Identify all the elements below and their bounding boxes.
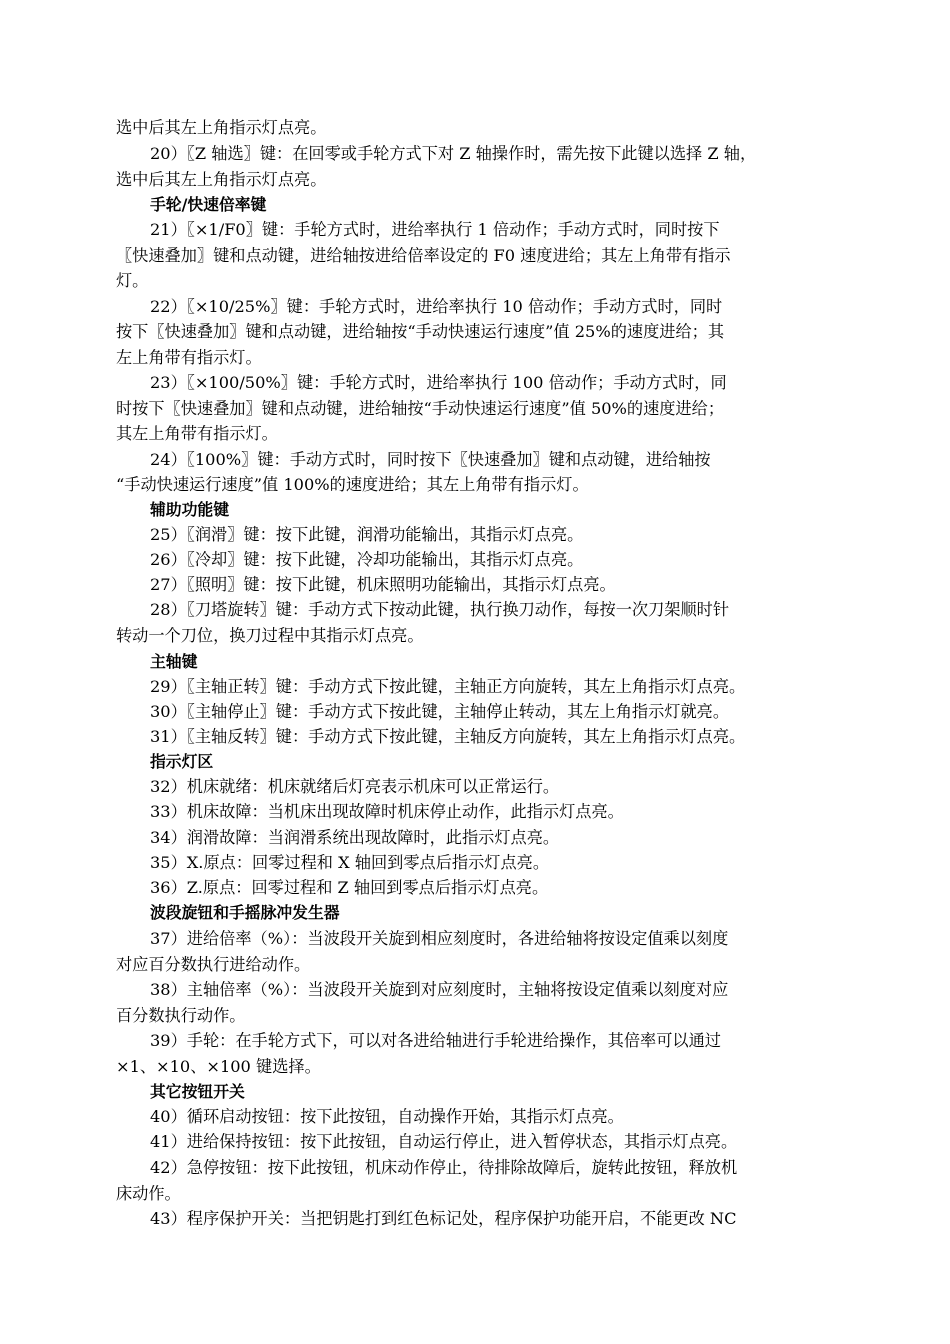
text-line: 36）Z.原点：回零过程和 Z 轴回到零点后指示灯点亮。 [150,878,549,897]
text-line: 其左上角带有指示灯。 [116,424,278,443]
text-line: 20）〖Z 轴选〗键：在回零或手轮方式下对 Z 轴操作时，需先按下此键以选择 Z 轴， [150,144,757,163]
text-line: 选中后其左上角指示灯点亮。 [116,118,327,137]
section-heading: 波段旋钮和手摇脉冲发生器 [150,903,340,922]
section-heading: 主轴键 [150,652,198,671]
text-line: 41）进给保持按钮：按下此按钮，自动运行停止，进入暂停状态，其指示灯点亮。 [150,1132,738,1151]
text-line: 25）〖润滑〗键：按下此键，润滑功能输出，其指示灯点亮。 [150,525,584,544]
text-line: 37）进给倍率（%）：当波段开关旋到相应刻度时，各进给轴将按设定值乘以刻度 [150,929,729,948]
text-line: 时按下〖快速叠加〗键和点动键，进给轴按“手动快速运行速度”值 50%的速度进给； [116,399,725,418]
section-heading: 手轮/快速倍率键 [150,195,267,214]
text-line: 床动作。 [116,1184,181,1203]
text-line: 30）〖主轴停止〗键：手动方式下按此键，主轴停止转动，其左上角指示灯就亮。 [150,702,730,721]
text-line: 40）循环启动按钮：按下此按钮，自动操作开始，其指示灯点亮。 [150,1107,624,1126]
text-line: 43）程序保护开关：当把钥匙打到红色标记处，程序保护功能开启，不能更改 NC [150,1209,737,1228]
text-line: 选中后其左上角指示灯点亮。 [116,170,327,189]
text-line: 21）〖×1/F0〗键：手轮方式时，进给率执行 1 倍动作；手动方式时，同时按下 [150,220,720,239]
text-line: 31）〖主轴反转〗键：手动方式下按此键，主轴反方向旋转，其左上角指示灯点亮。 [150,727,746,746]
section-heading: 辅助功能键 [150,500,229,519]
text-line: 转动一个刀位，换刀过程中其指示灯点亮。 [116,626,424,645]
section-heading: 指示灯区 [150,752,214,771]
text-line: 百分数执行动作。 [116,1006,246,1025]
text-line: 39）手轮：在手轮方式下，可以对各进给轴进行手轮进给操作，其倍率可以通过 [150,1031,721,1050]
text-line: 38）主轴倍率（%）：当波段开关旋到对应刻度时，主轴将按设定值乘以刻度对应 [150,980,729,999]
text-line: 42）急停按钮：按下此按钮，机床动作停止，待排除故障后，旋转此按钮，释放机 [150,1158,738,1177]
text-line: 29）〖主轴正转〗键：手动方式下按此键，主轴正方向旋转，其左上角指示灯点亮。 [150,677,746,696]
section-heading: 其它按钮开关 [150,1082,245,1101]
text-line: ×1、×10、×100 键选择。 [116,1057,321,1076]
text-line: 22）〖×10/25%〗键：手轮方式时，进给率执行 10 倍动作；手动方式时，同时 [150,297,723,316]
text-line: 27）〖照明〗键：按下此键，机床照明功能输出，其指示灯点亮。 [150,575,616,594]
text-line: 28）〖刀塔旋转〗键：手动方式下按动此键，执行换刀动作，每按一次刀架顺时针 [150,600,730,619]
text-line: “手动快速运行速度”值 100%的速度进给；其左上角带有指示灯。 [116,475,589,494]
text-line: 23）〖×100/50%〗键：手轮方式时，进给率执行 100 倍动作；手动方式时，同 [150,373,727,392]
text-line: 对应百分数执行进给动作。 [116,955,311,974]
text-line: 32）机床就绪：机床就绪后灯亮表示机床可以正常运行。 [150,777,560,796]
text-line: 灯。 [116,271,149,290]
text-line: 33）机床故障：当机床出现故障时机床停止动作，此指示灯点亮。 [150,802,624,821]
text-line: 35）X.原点：回零过程和 X 轴回到零点后指示灯点亮。 [150,853,550,872]
text-line: 24）〖100%〗键：手动方式时，同时按下〖快速叠加〗键和点动键，进给轴按 [150,450,711,469]
text-line: 34）润滑故障：当润滑系统出现故障时，此指示灯点亮。 [150,828,560,847]
text-line: 按下〖快速叠加〗键和点动键，进给轴按“手动快速运行速度”值 25%的速度进给；其 [116,322,725,341]
text-line: 26）〖冷却〗键：按下此键，冷却功能输出，其指示灯点亮。 [150,550,584,569]
text-line: 〖快速叠加〗键和点动键，进给轴按进给倍率设定的 F0 速度进给；其左上角带有指示 [116,246,731,265]
text-line: 左上角带有指示灯。 [116,348,262,367]
